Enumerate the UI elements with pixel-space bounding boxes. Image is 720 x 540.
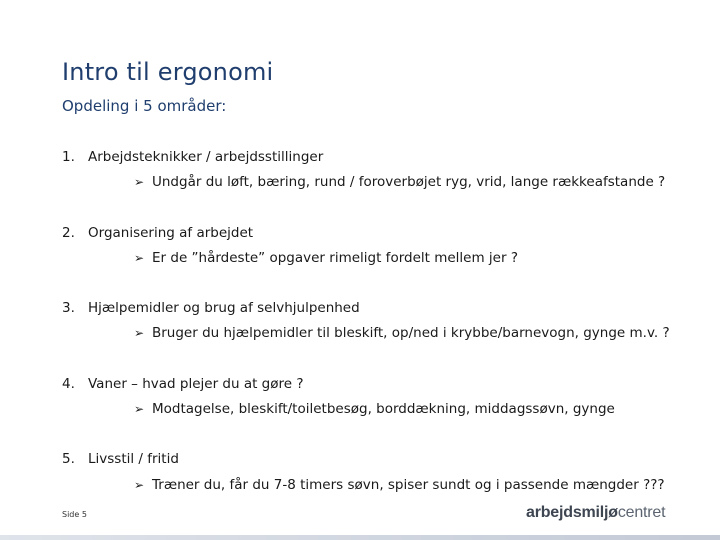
sub-item-text: Modtagelse, bleskift/toiletbesøg, borddækning, middagssøvn, gynge — [152, 401, 615, 417]
list-item-label: Livsstil / fritid — [88, 451, 179, 467]
arrow-bullet-icon: ➢ — [134, 478, 145, 492]
list-item-1 — [62, 149, 323, 165]
arrow-bullet-icon: ➢ — [134, 326, 145, 340]
list-item-3 — [62, 300, 360, 316]
list-item-5 — [62, 451, 179, 467]
sub-item-2 — [134, 250, 518, 266]
arrow-bullet-icon: ➢ — [134, 175, 145, 189]
list-item-number: 3. — [62, 300, 75, 316]
sub-item-text: Bruger du hjælpemidler til bleskift, op/ned i krybbe/barnevogn, gynge m.v. ? — [152, 325, 670, 341]
arrow-bullet-icon: ➢ — [134, 251, 145, 265]
list-item-number: 5. — [62, 451, 75, 467]
sub-item-1 — [134, 174, 665, 190]
sub-item-text: Undgår du løft, bæring, rund / foroverbøjet ryg, vrid, lange rækkeafstande ? — [152, 174, 666, 190]
list-item-number: 2. — [62, 225, 75, 241]
organization-logo — [526, 504, 665, 522]
list-item-label: Organisering af arbejdet — [88, 225, 254, 241]
list-item-2 — [62, 225, 253, 241]
bottom-divider — [0, 535, 720, 540]
list-item-label: Vaner – hvad plejer du at gøre ? — [88, 376, 304, 392]
slide-title: Intro til ergonomi — [62, 58, 274, 86]
sub-item-5 — [134, 477, 665, 493]
list-item-label: Hjælpemidler og brug af selvhjulpenhed — [88, 300, 360, 316]
logo-text-bold: arbejdsmiljø — [526, 504, 618, 521]
sub-item-text: Træner du, får du 7-8 timers søvn, spiser sundt og i passende mængder ??? — [152, 477, 665, 493]
page-number: Side 5 — [62, 510, 87, 519]
slide-subtitle: Opdeling i 5 områder: — [62, 97, 227, 115]
list-item-number: 4. — [62, 376, 75, 392]
list-item-number: 1. — [62, 149, 75, 165]
list-item-4 — [62, 376, 304, 392]
sub-item-4 — [134, 401, 615, 417]
arrow-bullet-icon: ➢ — [134, 402, 145, 416]
sub-item-text: Er de ”hårdeste” opgaver rimeligt fordelt mellem jer ? — [152, 250, 518, 266]
logo-text-rest: centret — [617, 504, 666, 521]
list-item-label: Arbejdsteknikker / arbejdsstillinger — [88, 149, 324, 165]
sub-item-3 — [134, 325, 670, 341]
